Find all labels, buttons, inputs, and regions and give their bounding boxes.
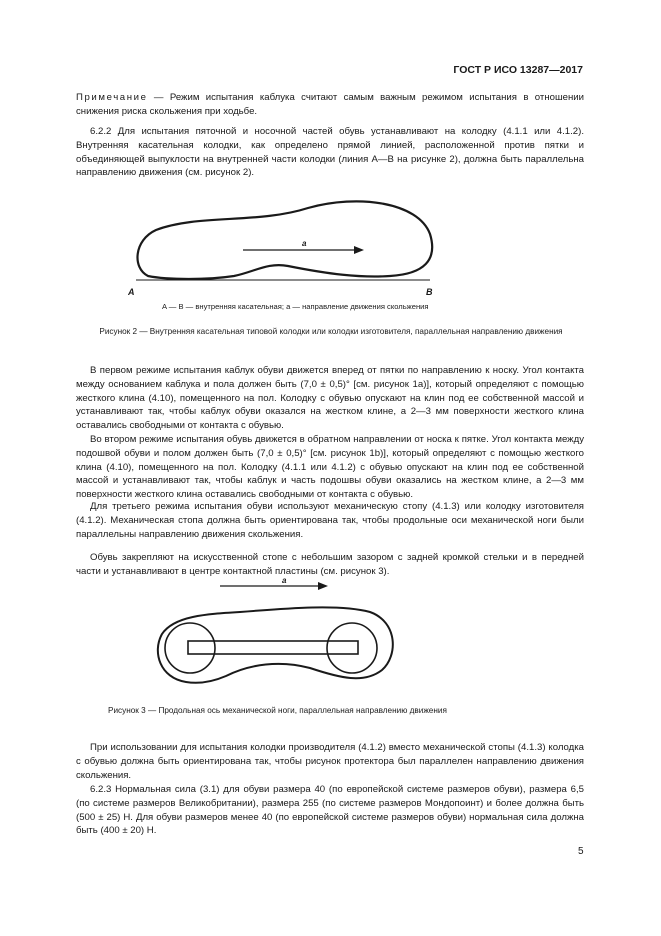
paragraph-mode-3: Для третьего режима испытания обуви используют механическую стопу (4.1.3) или колодку изготовителя (4.1.2). Механическая стопа должна быть ориентирована так, чтобы продольные оси механической ноги были параллельны направлению движения скольжения. [76,501,584,540]
figure-2-legend: A — B — внутренняя касательная; a — направление движения скольжения [162,302,429,311]
arrow-head [354,246,364,254]
paragraph-maker-last: При использовании для испытания колодки производителя (4.1.2) вместо механической стопы (4.1.3) колодка с обувью должна быть ориентирована так, чтобы рисунок протектора был параллелен направлению движения скольжения. [76,742,584,781]
note-paragraph [76,91,584,119]
figure-2-caption: Рисунок 2 — Внутренняя касательная типовой колодки или колодки изготовителя, параллельная направлению движения [99,327,563,336]
figure-3-caption: Рисунок 3 — Продольная ось механической ноги, параллельная направлению движения [108,706,447,715]
figure-2-point-a: A [128,287,135,297]
paragraph-6-2-2: 6.2.2 Для испытания пяточной и носочной частей обувь устанавливают на колодку (4.1.1 или 4.1.2). Внутренняя касательная колодки, как определено прямой линией, расположенной против пятки и объединяющей выпуклости на внутренней части колодки (линия A—B на рисунке 2), должна быть параллельна направлению движения (см. рисунок 2). [76,126,584,179]
last-outline [138,201,433,279]
note-label: Примечание [76,92,148,103]
figure-3-arrow-head [318,582,328,590]
page-number: 5 [578,846,584,857]
figure-3-drawing [150,578,400,688]
paragraph-mode-2: Во втором режиме испытания обувь движется в обратном направлении от носка к пятке. Угол контакта между подошвой обуви и полом должен быть (7,0 ± 0,5)° [см. рисунок 1b)], который определяют с помощью жесткого клина (4.10), помещенного на пол. Колодку (4.1.1 или 4.1.2) с обувью опускают на клин под ее собственной массой и устанавливают так, чтобы каблук и часть подошвы обуви оказались на жестком клине, а 2—3 мм поверхности жесткого клина оставались свободными от контакта с обувью. [76,434,584,501]
figure-2-drawing [128,194,440,298]
paragraph-6-2-3: 6.2.3 Нормальная сила (3.1) для обуви размера 40 (по европейской системе размеров обуви), размера 6,5 (по системе размеров Великобритании), размера 255 (по системе размеров Мондопоинт) и более должна быть (500 ± 25) Н. Для обуви размеров менее 40 (по европейской системе размеров обуви) нормальная сила должна быть (400 ± 20) Н. [76,784,584,837]
document-header: ГОСТ Р ИСО 13287—2017 [453,64,583,76]
figure-2-point-b: B [426,287,433,297]
figure-2-label-a: a [302,239,307,248]
paragraph-mode-1: В первом режиме испытания каблук обуви движется вперед от пятки по направлению к носку. Угол контакта между основанием каблука и пола должен быть (7,0 ± 0,5)° [см. рисунок 1а)], который определяют с помощью жесткого клина (4.10), помещенного на пол. Колодку с обувью опускают на клин под ее собственной массой и устанавливают так, чтобы каблук обуви оказался на жестком клине, а 2—3 мм поверхности жесткого клина оставались свободными от контакта с обувью. [76,365,584,432]
toe-circle [327,623,377,673]
figure-3-label-a: a [282,578,287,585]
heel-circle [165,623,215,673]
note-text: — Режим испытания каблука считают самым важным режимом испытания в отношении снижения риска скольжения при ходьбе. [76,92,584,117]
leg-axis-bar [188,641,358,654]
paragraph-fixing: Обувь закрепляют на искусственной стопе с небольшим зазором с задней кромкой стельки и в передней части и устанавливают в центре контактной пластины (см. рисунок 3). [76,552,584,577]
